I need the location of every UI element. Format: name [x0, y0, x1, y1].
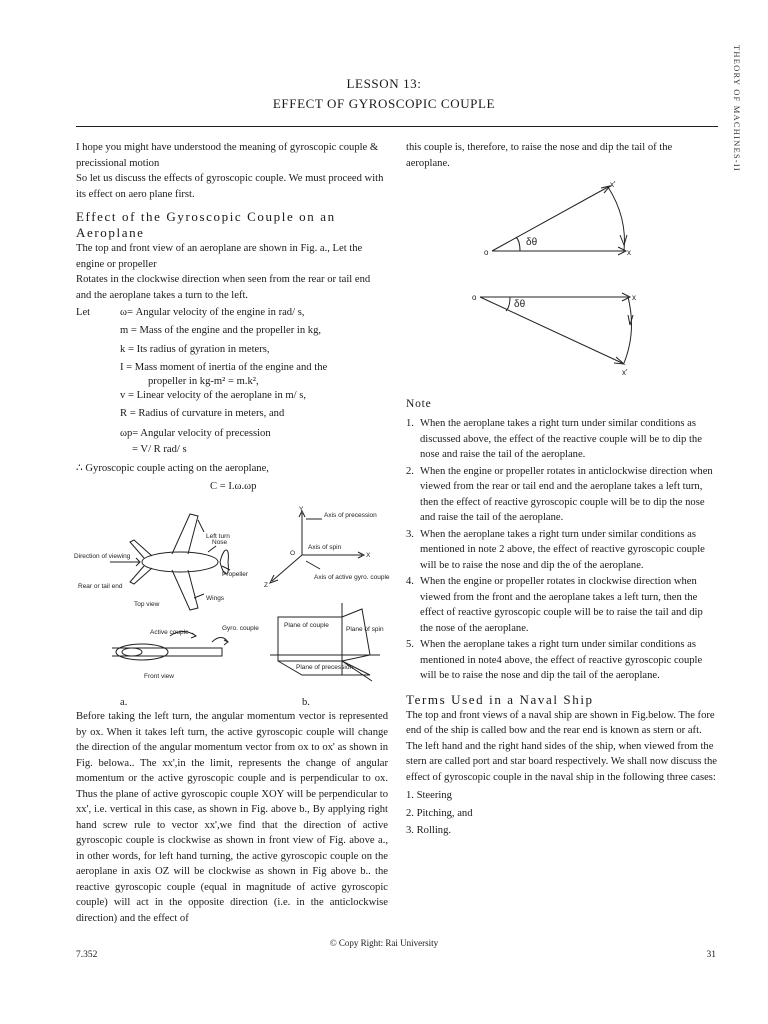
def-omega: ω= Angular velocity of the engine in rad/ s,: [120, 307, 305, 318]
note-text: When the aeroplane takes a right turn under similar conditions as mentioned in note 2 above, the effect of reactive gyroscopic couple will be to raise the nose and dip the of the aeroplane.: [420, 528, 705, 571]
def-radius-curvature: R = Radius of curvature in meters, and: [120, 408, 285, 419]
def-mass: m = Mass of the engine and the propeller in kg,: [120, 325, 322, 336]
label-active-couple: Active couple: [150, 629, 189, 636]
label-axis-active-gyro-couple: Axis of active gyro. couple: [314, 574, 390, 581]
label-plane-of-spin: Plane of spin: [346, 626, 384, 633]
notes-list: [406, 416, 718, 684]
paragraph-continuation: this couple is, therefore, to raise the nose and dip the tail of the aeroplane.: [406, 142, 673, 169]
def-precession: ωp= Angular velocity of precession: [120, 428, 271, 439]
right-column-top: [406, 140, 718, 171]
label-x-axis: X: [366, 552, 371, 559]
intro-paragraph-2: So let us discuss the effects of gyroscopic couple. We must proceed with its effect on aero plane first.: [76, 173, 384, 200]
label-axis-of-spin: Axis of spin: [308, 544, 342, 551]
label-rear-or-tail-end: Rear or tail end: [78, 583, 123, 590]
let-label: Let: [76, 307, 91, 318]
def-moment-inertia: I = Mass moment of inertia of the engine and the: [120, 362, 328, 373]
note-item: [406, 464, 718, 526]
footer-page-number: 31: [706, 950, 716, 960]
note-item: [406, 416, 718, 463]
label-plane-of-precession: Plane of precession: [296, 664, 354, 671]
label-axis-of-precession: Axis of precession: [324, 512, 377, 519]
label-propeller: Propeller: [222, 571, 249, 578]
note-text: When the engine or propeller rotates in clockwise direction when viewed from the front and the aeroplane takes a left turn, then the effect of reactive gyroscopic couple will be to raise the tail and dip the nose of the aeroplane.: [420, 576, 703, 634]
label-wings: Wings: [206, 595, 225, 602]
paragraph-rotation: Rotates in the clockwise direction when seen from the rear or tail end and the aeroplane takes a turn to the left.: [76, 274, 371, 301]
couple-line: ∴ Gyroscopic couple acting on the aeroplane,: [76, 463, 269, 474]
figure-a-caption: a.: [120, 697, 128, 708]
figure-b-caption: b.: [302, 697, 310, 708]
paragraph-left-turn: Before taking the left turn, the angular momentum vector is represented by ox. When it takes left turn, the active gyroscopic couple will change the direction of the angular momentum vector from ox to ox' as shown in Fig. belowa.. The xx',in the limit, represents the change of angular momentum or the active gyroscopic couple and is perpendicular to ox. Thus the plane of active gyroscopic couple XOY will be perpendicular to xx', i.e. vertical in this case, as shown in Fig. above b., By applying right hand screw rule to vector xx',we find that the direction of active gyroscopic couple is clockwise as shown in front view of Fig. above a., in other words, for left hand turning, the active gyroscopic couple on the aeroplane in axis OZ will be clockwise as shown in Fig above b.. the reactive gyroscopic couple (equal in magnitude of active gyroscopic couple) will act in the opposite direction (i.e. in the anticlockwise direction) and the effect of: [76, 711, 388, 924]
note-text: When the engine or propeller rotates in anticlockwise direction when viewed from the rear or tail end and the aeroplane takes a left turn, then the effect of reactive gyroscopic couple will be to dip the nose and raise the tail of the aeroplane.: [420, 465, 713, 523]
label-origin: O: [290, 550, 296, 557]
def-radius-gyration: k = Its radius of gyration in meters,: [120, 344, 270, 355]
note-item: [406, 574, 718, 636]
figure-a-aeroplane: [72, 502, 262, 692]
footer-copyright: © Copy Right: Rai University: [329, 938, 439, 948]
note-item: [406, 527, 718, 574]
def-moment-inertia-cont: propeller in kg-m² = m.k²,: [148, 376, 259, 387]
label-xprime-upper: x': [610, 180, 616, 189]
left-column: [76, 140, 388, 303]
label-top-view: Top view: [134, 601, 160, 608]
figure-vector-diagram: [470, 175, 660, 385]
paragraph-top-front-view: The top and front view of an aeroplane are shown in Fig. a., Let the engine or propeller: [76, 243, 363, 270]
note-number: 5.: [406, 639, 414, 650]
lesson-number: LESSON 13:: [346, 76, 422, 91]
label-nose: Nose: [212, 539, 228, 546]
note-number: 2.: [406, 465, 414, 477]
right-column-notes: [406, 396, 718, 839]
note-number: 4.: [406, 576, 414, 587]
label-x-upper: x: [627, 248, 631, 257]
paragraph-naval-ship: The top and front views of a naval ship are shown in Fig.below. The fore end of the ship is called bow and the rear end is known as stern or aft. The left hand and the right hand sides of the ship, when viewed from the stern are called port and star board respectively. We shall now discuss the effect of gyroscopic couple in the naval ship in the following three cases:: [406, 709, 717, 783]
label-gyro-couple: Gyro. couple: [222, 625, 259, 632]
formula: C = I.ω.ωp: [210, 481, 257, 492]
section-heading-naval-ship: Terms Used in a Naval Ship: [406, 691, 594, 707]
label-left-turn: Left turn: [206, 533, 230, 540]
note-text: When the aeroplane takes a right turn under similar conditions as mentioned in note4 above, the effect of reactive gyroscopic couple will be to raise the nose and dip the tail of the aeroplane.: [420, 639, 703, 681]
page-title: EFFECT OF GYROSCOPIC COUPLE: [272, 96, 496, 111]
label-o-upper: o: [484, 248, 489, 257]
intro-paragraph-1: I hope you might have understood the meaning of gyroscopic couple & precissional motion: [76, 142, 379, 169]
case-rolling: 3. Rolling.: [406, 825, 452, 836]
label-x-lower: x: [632, 293, 636, 302]
footer-left-number: 7.352: [76, 950, 98, 960]
label-delta-theta-upper: δθ: [526, 237, 538, 248]
label-z-axis: Z: [264, 582, 268, 589]
left-bottom-text: [76, 709, 388, 926]
side-running-head: THEORY OF MACHINES-II: [732, 45, 742, 172]
label-plane-of-couple: Plane of couple: [284, 622, 329, 629]
figure-b-axes: [262, 505, 392, 690]
note-number: 1.: [406, 418, 414, 429]
note-number: 3.: [406, 528, 414, 540]
def-precession-value: = V/ R rad/ s: [132, 444, 187, 455]
label-o-lower: o: [472, 293, 477, 302]
label-direction-of-viewing: Direction of viewing: [74, 553, 131, 560]
note-text: When the aeroplane takes a right turn under similar conditions as discussed above, the effect of the reactive couple will be to dip the nose and raise the tail of the aeroplane.: [420, 418, 702, 460]
label-y-axis: Y: [299, 506, 304, 513]
label-xprime-lower: x': [622, 368, 628, 377]
case-steering: 1. Steering: [406, 790, 452, 801]
label-delta-theta-lower: δθ: [514, 299, 526, 310]
note-item: [406, 637, 718, 684]
def-linear-velocity: v = Linear velocity of the aeroplane in m/ s,: [120, 390, 307, 401]
section-heading-aeroplane: Effect of the Gyroscopic Couple on an Aeroplane: [76, 209, 336, 240]
note-heading: Note: [406, 398, 432, 410]
case-pitching: 2. Pitching, and: [406, 807, 473, 819]
header-rule: [76, 126, 718, 127]
label-front-view: Front view: [144, 673, 174, 680]
